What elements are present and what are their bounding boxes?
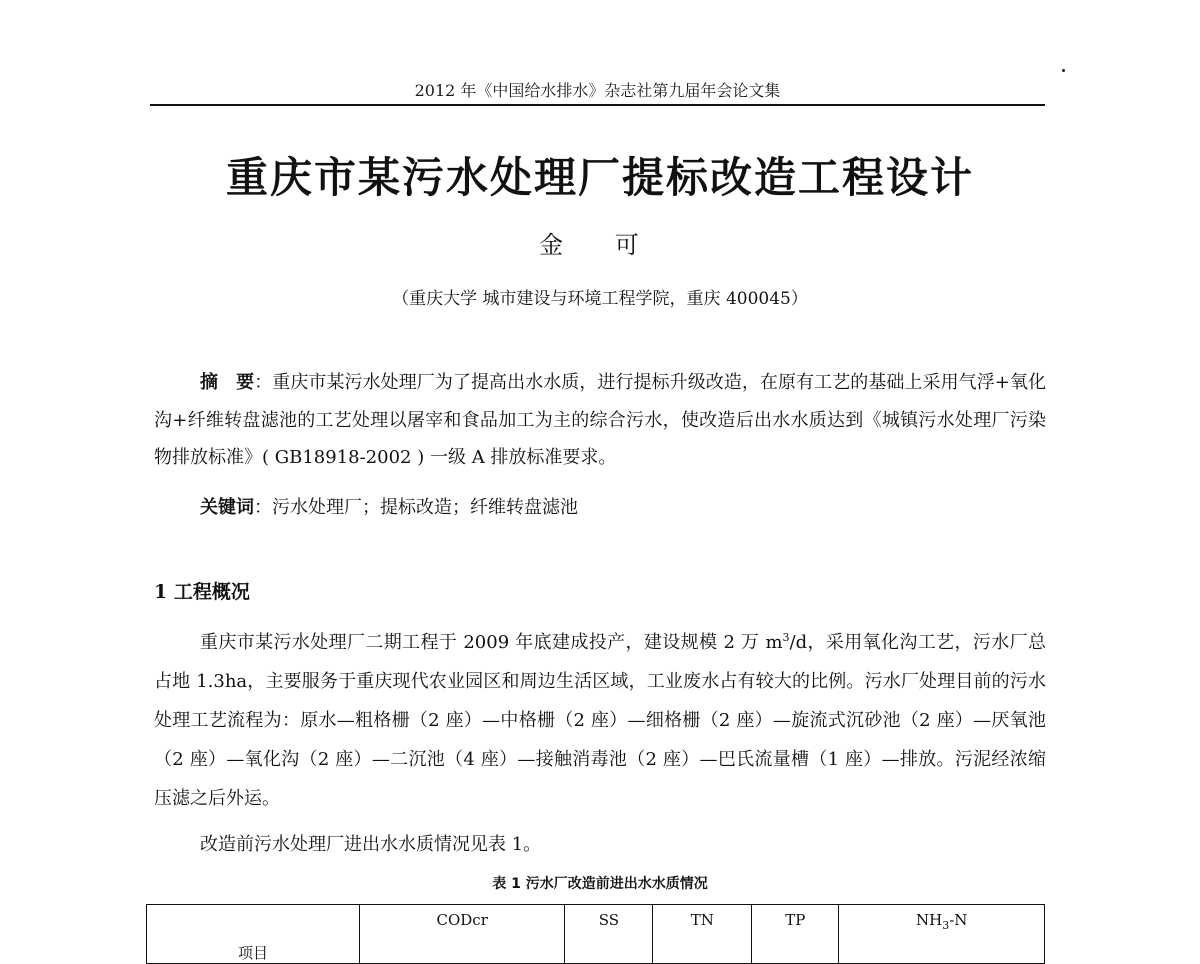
abstract-text: ：重庆市某污水处理厂为了提高出水水质，进行提标升级改造，在原有工艺的基础上采用气浮+氧化沟+纤维转盘滤池的工艺处理以屠宰和食品加工为主的综合污水，使改造后出水水质达到《城镇污水处理厂污染物排放标准》( GB18918-2002 ) 一级 A 排放标准要求。 <box>154 372 1047 468</box>
body-superscript: 3 <box>782 631 790 644</box>
nh3-tail: -N <box>949 911 968 929</box>
section-heading: 1 工程概况 <box>154 581 250 603</box>
table-header-nh3n <box>839 905 1045 964</box>
body-text-a: 重庆市某污水处理厂二期工程于 2009 年底建成投产，建设规模 2 万 m <box>200 632 783 653</box>
paper-title: 重庆市某污水处理厂提标改造工程设计 <box>225 153 974 202</box>
keywords-label: 关键词 <box>200 497 254 518</box>
body-paragraph-2: 改造前污水处理厂进出水水质情况见表 1。 <box>200 834 542 855</box>
author-affiliation: （重庆大学 城市建设与环境工程学院，重庆 400045） <box>392 289 808 309</box>
table-header-tn: TN <box>653 905 752 964</box>
page-speck <box>1062 69 1065 72</box>
keywords-line <box>200 489 1046 527</box>
table-header-cod: CODcr <box>360 905 565 964</box>
table-header-item: 项目 <box>147 905 360 964</box>
table-caption: 表 1 污水厂改造前进出水水质情况 <box>492 876 708 892</box>
table-header-ss: SS <box>565 905 653 964</box>
body-paragraph-1 <box>154 618 1046 818</box>
journal-header: 2012 年《中国给水排水》杂志社第九届年会论文集 <box>150 78 1045 106</box>
abstract-paragraph <box>154 364 1046 477</box>
abstract-label: 摘 要 <box>200 372 255 393</box>
table-header-row <box>147 905 1045 964</box>
author-name: 金 可 <box>539 231 661 259</box>
keywords-text: ：污水处理厂；提标改造；纤维转盘滤池 <box>254 497 578 518</box>
nh3-main: NH <box>915 911 943 929</box>
table-header-tp: TP <box>752 905 839 964</box>
body-text-b: /d，采用氧化沟工艺，污水厂总占地 1.3ha，主要服务于重庆现代农业园区和周边生活区域，工业废水占有较大的比例。污水厂处理目前的污水处理工艺流程为：原水—粗格栅（2 座）—中格栅（2 座）—细格栅（2 座）—旋流式沉砂池（2 座）—厌氧池（2 座）—氧化沟（2 座）—二沉池（4 座）—接触消毒池（2 座）—巴氏流量槽（1 座）—排放。污泥经浓缩压滤之后外运。 <box>154 632 1046 809</box>
water-quality-table <box>146 904 1045 964</box>
nh3-subscript: 3 <box>942 919 950 932</box>
